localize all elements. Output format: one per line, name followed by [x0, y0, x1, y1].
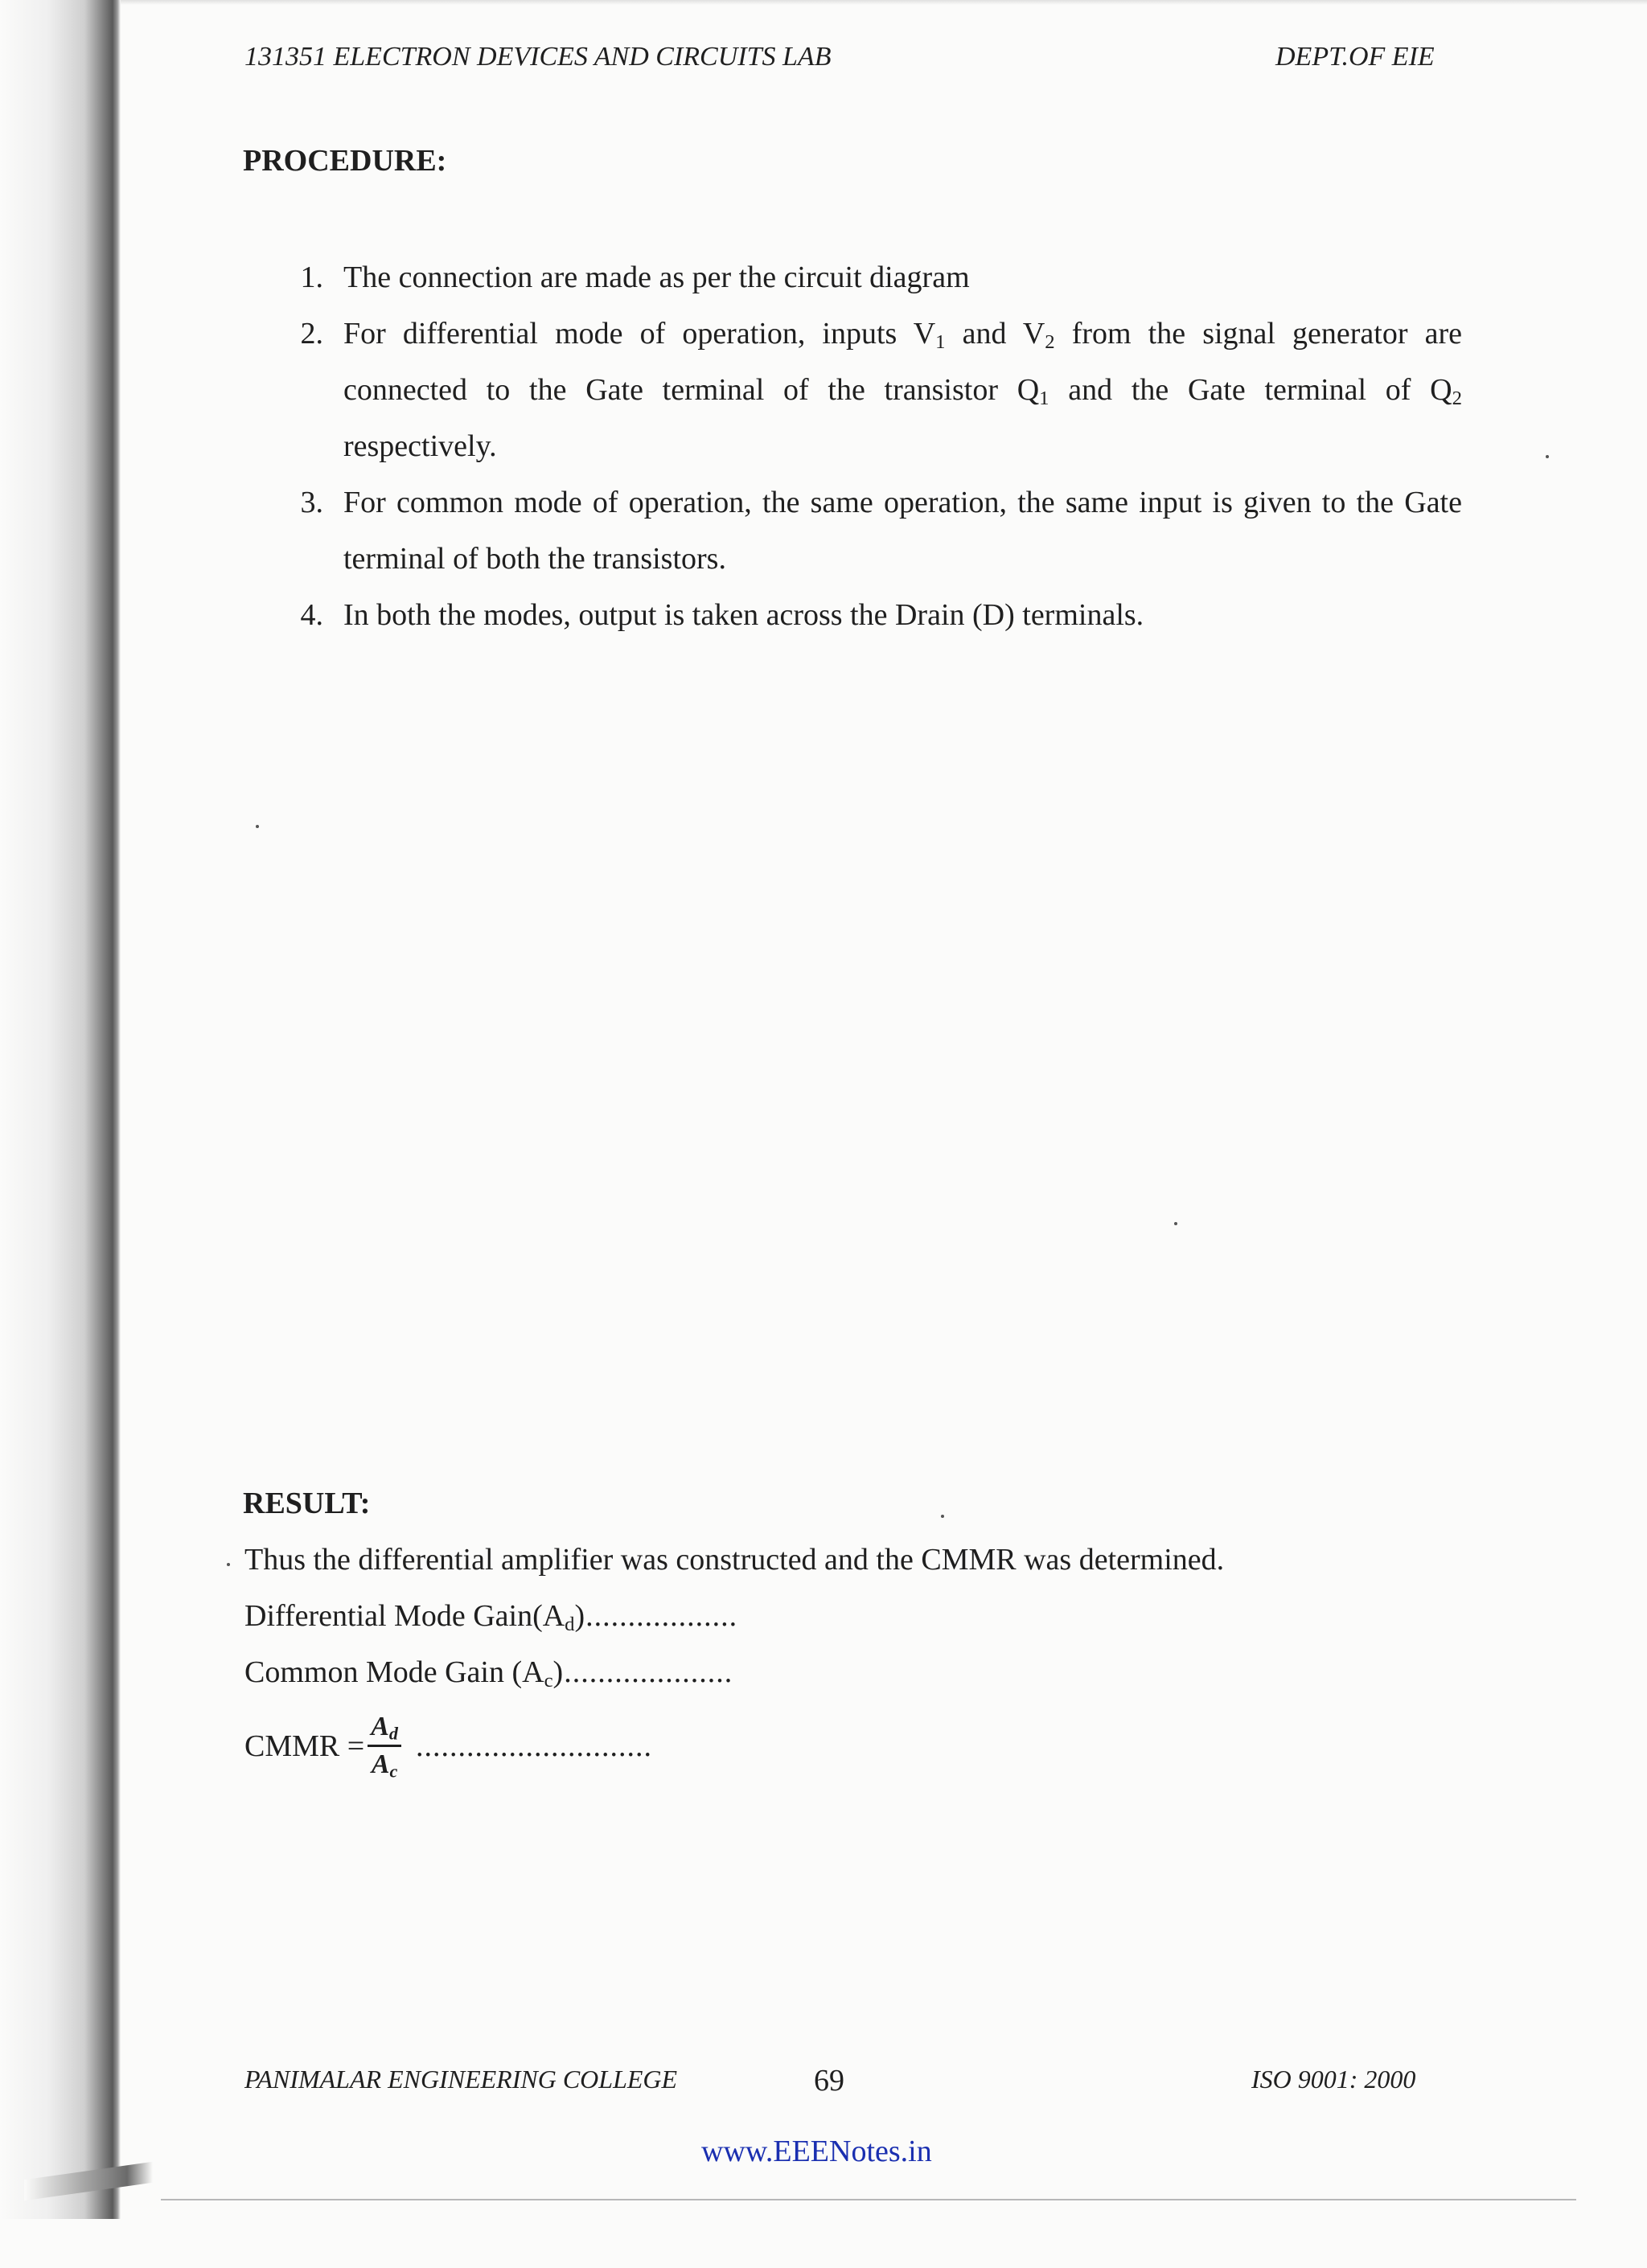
differential-mode-gain-line: [244, 1598, 737, 1634]
procedure-step-number: 2.: [300, 317, 323, 351]
scan-bottom-rule: [161, 2199, 1576, 2200]
procedure-step-text: For differential mode of operation, inputs $V_1$ and $V_2$ from the signal generator are connected to the Gate terminal of the transistor $Q_1$ and the Gate terminal of $Q_2$ respectively.: [343, 317, 1462, 463]
footer-website-url: www.EEENotes.in: [701, 2135, 932, 2168]
scan-top-edge: [121, 0, 1647, 5]
common-mode-gain-subscript: c: [544, 1670, 553, 1692]
scan-speck: [256, 825, 259, 828]
procedure-step: [290, 306, 1462, 474]
differential-mode-gain-subscript: d: [565, 1614, 575, 1636]
scan-binding-shadow: [0, 0, 121, 2219]
scan-speck: [1546, 455, 1549, 458]
scan-speck: [1174, 1222, 1177, 1225]
procedure-heading: PROCEDURE:: [243, 144, 447, 178]
procedure-step: [290, 474, 1462, 587]
header-department: DEPT.OF EIE: [1275, 42, 1435, 72]
differential-mode-gain-label: Differential Mode Gain(A: [244, 1599, 565, 1633]
common-mode-gain-line: [244, 1655, 733, 1690]
cmmr-numerator: $A_d$: [368, 1711, 401, 1747]
differential-mode-gain-blank: )..................: [574, 1599, 738, 1633]
footer-page-number: 69: [814, 2064, 844, 2098]
cmmr-fraction: [368, 1711, 401, 1781]
procedure-step-text: The connection are made as per the circuit diagram: [343, 260, 970, 294]
cmmr-label: CMMR =: [244, 1729, 365, 1763]
procedure-step-number: 1.: [300, 260, 323, 294]
scan-speck: [227, 1563, 230, 1566]
procedure-step-list: [290, 249, 1462, 643]
procedure-step: [290, 587, 1462, 643]
result-heading: RESULT:: [243, 1487, 371, 1520]
procedure-step-number: 4.: [300, 598, 323, 632]
footer-iso-certification: ISO 9001: 2000: [1251, 2065, 1416, 2094]
result-statement: Thus the differential amplifier was constructed and the CMMR was determined.: [244, 1543, 1225, 1577]
common-mode-gain-blank: )....................: [552, 1655, 733, 1689]
cmmr-formula-line: [244, 1711, 652, 1781]
procedure-step: [290, 249, 1462, 306]
cmmr-denominator: $A_c$: [371, 1749, 398, 1782]
common-mode-gain-label: Common Mode Gain (A: [244, 1655, 544, 1689]
footer-college-name: PANIMALAR ENGINEERING COLLEGE: [244, 2065, 678, 2094]
procedure-step-text: For common mode of operation, the same operation, the same input is given to the Gate terminal of both the transistors.: [343, 486, 1462, 576]
cmmr-blank: ............................: [415, 1729, 652, 1763]
header-course-title: 131351 ELECTRON DEVICES AND CIRCUITS LAB: [244, 42, 832, 72]
scan-speck: [941, 1515, 944, 1518]
procedure-step-text: In both the modes, output is taken across the Drain (D) terminals.: [343, 598, 1144, 632]
procedure-step-number: 3.: [300, 486, 323, 519]
